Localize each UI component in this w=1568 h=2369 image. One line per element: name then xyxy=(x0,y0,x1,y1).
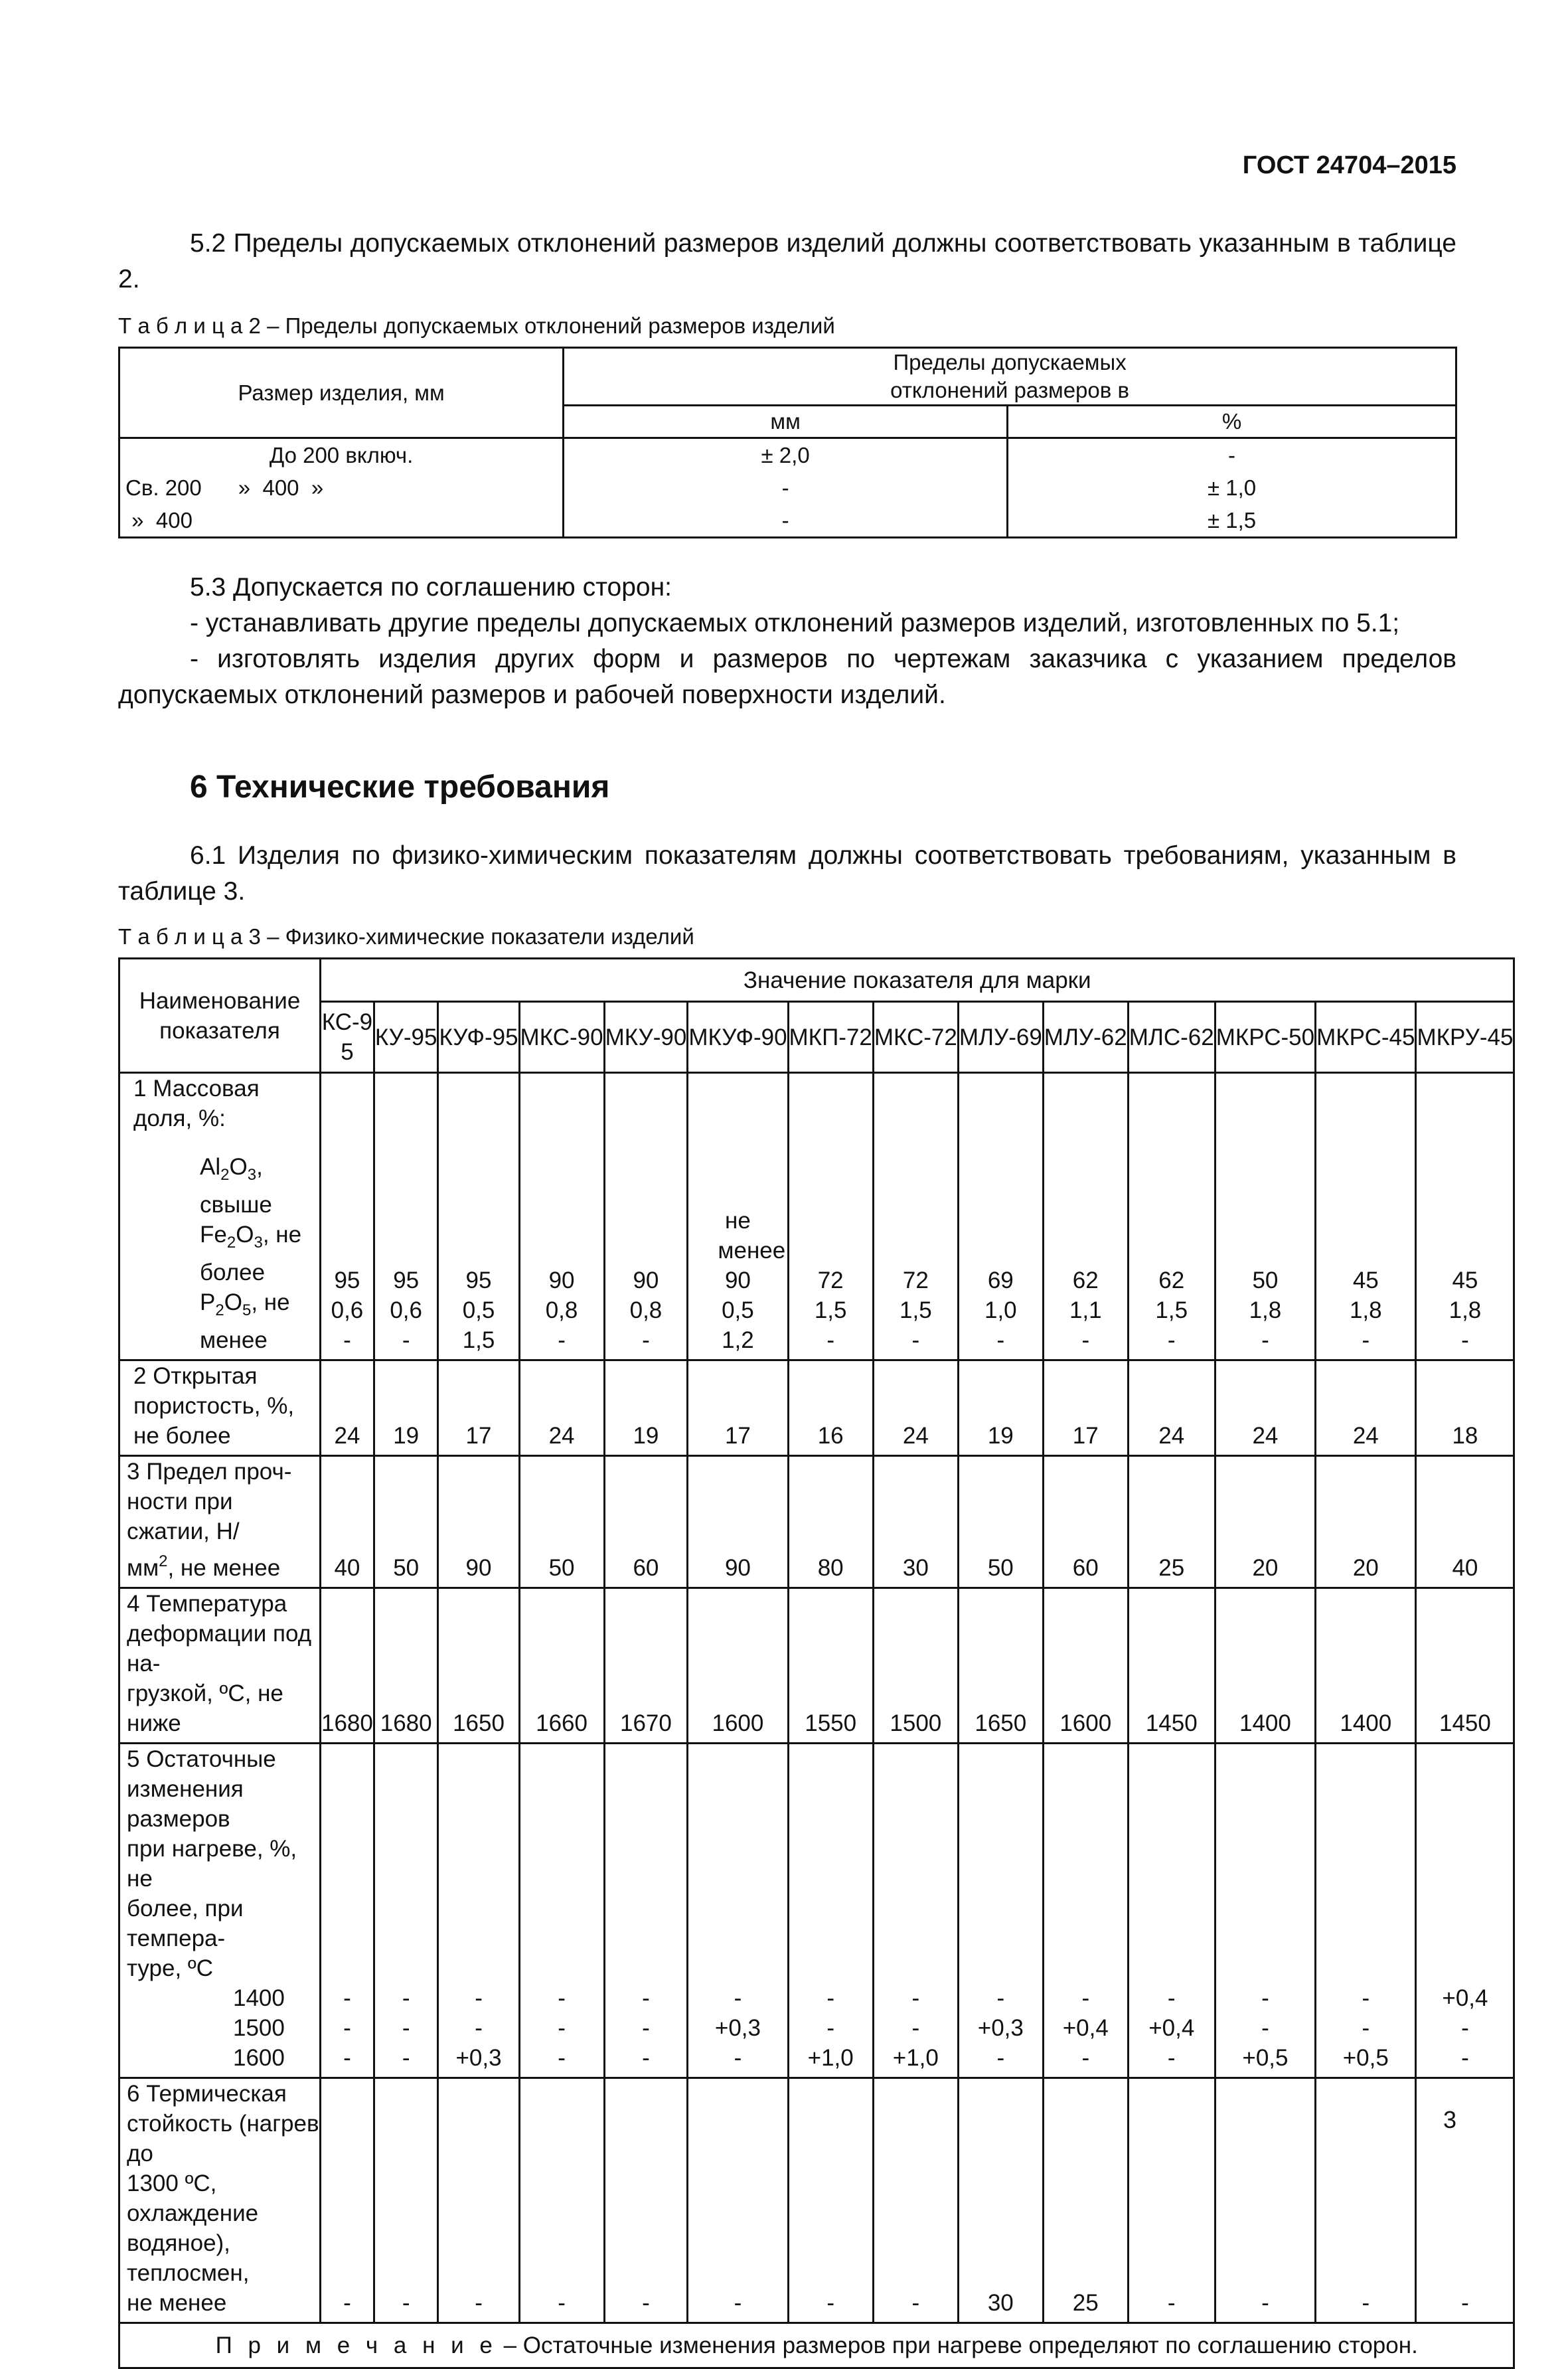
r5-value-cell xyxy=(1043,1744,1128,2078)
r5-v1600: - xyxy=(343,2045,351,2071)
p-value: - xyxy=(1081,1327,1090,1353)
r3-value-cell: 90 xyxy=(688,1456,788,1588)
r3-value-cell: 80 xyxy=(788,1456,873,1588)
r1-value-cell xyxy=(519,1073,604,1360)
col-header-size: Размер изделия, мм xyxy=(119,348,564,438)
al-value: 90 xyxy=(633,1267,659,1293)
p-value: - xyxy=(343,1327,351,1353)
table-2 xyxy=(118,347,1457,538)
r5-v1600: +1,0 xyxy=(807,2045,854,2071)
grade-header: МЛС-62 xyxy=(1128,1002,1215,1073)
table-3 xyxy=(118,957,1515,2369)
r3-value-cell: 50 xyxy=(958,1456,1043,1588)
fe-value: 1,8 xyxy=(1249,1297,1282,1323)
col-header-name xyxy=(119,959,321,1073)
r5-value-cell xyxy=(321,1744,374,2078)
r6-value-cell: - xyxy=(374,2078,438,2323)
r5-v1600: +0,5 xyxy=(1242,2045,1289,2071)
r1-value-cell xyxy=(1215,1073,1315,1360)
grade-header: МКС-90 xyxy=(519,1002,604,1073)
row-3-name xyxy=(119,1456,321,1588)
r5-v1500: - xyxy=(558,2015,566,2041)
row-5-name xyxy=(119,1744,321,2078)
r5-v1400: - xyxy=(343,1985,351,2011)
p53-item1: - устанавливать другие пределы допускаемых отклонений размеров изделий, изготовленных по 5.1; xyxy=(190,609,1400,637)
r6-value-cell: - xyxy=(604,2078,688,2323)
r2-value-cell: 24 xyxy=(519,1360,604,1456)
r5-v1600: +0,5 xyxy=(1342,2045,1389,2071)
r5-v1500: - xyxy=(1261,2015,1269,2041)
r2-value-cell: 24 xyxy=(321,1360,374,1456)
r2-value-cell: 24 xyxy=(1128,1360,1215,1456)
grade-header: МЛУ-62 xyxy=(1043,1002,1128,1073)
p53-item2: - изготовлять изделия других форм и размеров по чертежам заказчика с указанием пределов допускаемых отклонений размеров и рабочей поверхности изделий. xyxy=(118,645,1456,709)
table3-caption xyxy=(118,924,694,949)
fe-value: 1,8 xyxy=(1349,1297,1382,1323)
r2-value-cell: 19 xyxy=(374,1360,438,1456)
table2-caption xyxy=(118,313,835,339)
r6-value-cell: - xyxy=(438,2078,519,2323)
r6-value-cell: 30 xyxy=(958,2078,1043,2323)
r5-v1400: - xyxy=(1081,1985,1090,2011)
al-value: 95 xyxy=(393,1267,420,1293)
row-2-title: 2 Открытая пористость, %, не более xyxy=(133,1363,295,1449)
r5-value-cell xyxy=(1128,1744,1215,2078)
row-4-name xyxy=(119,1588,321,1744)
caption-text: 3 – Физико-химические показатели изделий xyxy=(248,924,694,949)
r5-v1500: - xyxy=(1362,2015,1370,2041)
table-cell: ± 1,5 xyxy=(1008,504,1456,538)
paragraph-6-1: 6.1 Изделия по физико-химическим показателям должны соответствовать требованиям, указанным в таблице 3. xyxy=(118,841,1456,906)
col-header-pct: % xyxy=(1008,406,1456,438)
r1-value-cell xyxy=(958,1073,1043,1360)
p-value: - xyxy=(642,1327,650,1353)
row-5-title: 5 Остаточные изменения размеров при нагреве, %, не более, при темпера- туре, ºС xyxy=(127,1746,297,1981)
fe-value: 1,8 xyxy=(1449,1297,1482,1323)
fe-value: 1,5 xyxy=(1155,1297,1188,1323)
r5-value-cell xyxy=(1316,1744,1416,2078)
r5-v1600: - xyxy=(734,2045,742,2071)
fe-value: 0,5 xyxy=(722,1297,754,1323)
page-number: 3 xyxy=(1443,2106,1456,2133)
note-prefix: П р и м е ч а н и е xyxy=(215,2332,497,2358)
grade-header: МКРС-50 xyxy=(1215,1002,1315,1073)
col-header-value: Значение показателя для марки xyxy=(321,959,1514,1002)
grade-header: МКРУ-45 xyxy=(1416,1002,1514,1073)
al-value: 90 xyxy=(724,1267,751,1293)
row-1-title: 1 Массовая доля, %: xyxy=(133,1076,260,1131)
r5-v1600: - xyxy=(402,2045,410,2071)
al-value: 45 xyxy=(1352,1267,1379,1293)
document-id: ГОСТ 24704–2015 xyxy=(1242,151,1456,179)
r2-value-cell: 24 xyxy=(1316,1360,1416,1456)
r5-value-cell xyxy=(1215,1744,1315,2078)
r5-value-cell xyxy=(1416,1744,1514,2078)
r5-v1400: +0,4 xyxy=(1442,1985,1488,2011)
al-value: 72 xyxy=(817,1267,844,1293)
r5-v1400: - xyxy=(642,1985,650,2011)
fe-value: 0,6 xyxy=(390,1297,422,1323)
grade-header: МКУФ-90 xyxy=(688,1002,788,1073)
table-cell: До 200 включ. xyxy=(119,438,564,472)
r4-value-cell: 1680 xyxy=(321,1588,374,1744)
r5-value-cell xyxy=(873,1744,958,2078)
p-value: - xyxy=(558,1327,566,1353)
row-3-title: 3 Предел проч- ности при сжатии, Н/ $мм^2$, не менее xyxy=(127,1459,292,1581)
grade-header: КУ-95 xyxy=(374,1002,438,1073)
row-2-name xyxy=(119,1360,321,1456)
paragraph-5-2: 5.2 Пределы допускаемых отклонений размеров изделий должны соответствовать указанным в таблице 2. xyxy=(118,229,1456,293)
p-value: - xyxy=(402,1327,410,1353)
r5-value-cell xyxy=(519,1744,604,2078)
r5-v1400: - xyxy=(734,1985,742,2011)
table-cell: » 400 xyxy=(119,504,564,538)
r5-v1400: - xyxy=(475,1985,483,2011)
row-6-name xyxy=(119,2078,321,2323)
r5-v1400: - xyxy=(402,1985,410,2011)
grade-header: КС-95 xyxy=(321,1002,374,1073)
r5-value-cell xyxy=(688,1744,788,2078)
temp-1400-label: 1400 xyxy=(233,1985,285,2011)
r3-value-cell: 50 xyxy=(374,1456,438,1588)
r2-value-cell: 19 xyxy=(958,1360,1043,1456)
r5-value-cell xyxy=(374,1744,438,2078)
grade-header: МКП-72 xyxy=(788,1002,873,1073)
r1-value-cell xyxy=(788,1073,873,1360)
r5-v1400: - xyxy=(558,1985,566,2011)
r5-v1400: - xyxy=(1167,1985,1176,2011)
fe-value: 1,0 xyxy=(984,1297,1017,1323)
r3-value-cell: 20 xyxy=(1316,1456,1416,1588)
fe-value: 1,5 xyxy=(900,1297,932,1323)
r3-value-cell: 30 xyxy=(873,1456,958,1588)
r5-v1400: - xyxy=(911,1985,920,2011)
r5-v1500: - xyxy=(911,2015,920,2041)
p-value: 1,5 xyxy=(462,1327,495,1353)
r5-v1600: +0,3 xyxy=(455,2045,502,2071)
r4-value-cell: 1600 xyxy=(688,1588,788,1744)
fe-value: 0,6 xyxy=(331,1297,364,1323)
table-cell: Св. 200 » 400 » xyxy=(119,471,564,504)
r5-value-cell xyxy=(788,1744,873,2078)
p-value: - xyxy=(911,1327,920,1353)
r2-value-cell: 16 xyxy=(788,1360,873,1456)
r5-v1500: +0,3 xyxy=(714,2015,761,2041)
r5-v1500: - xyxy=(826,2015,834,2041)
r5-v1500: - xyxy=(1461,2015,1469,2041)
al-value: 45 xyxy=(1452,1267,1478,1293)
table-cell: - xyxy=(1008,438,1456,472)
table-cell: - xyxy=(564,471,1008,504)
r5-v1400: - xyxy=(1362,1985,1370,2011)
fe-value: 1,5 xyxy=(814,1297,847,1323)
col-header-mm: мм xyxy=(564,406,1008,438)
r5-value-cell xyxy=(604,1744,688,2078)
r5-v1500: - xyxy=(475,2015,483,2041)
r5-v1600: - xyxy=(558,2045,566,2071)
table-cell: - xyxy=(564,504,1008,538)
col-header-name-text: Наименование показателя xyxy=(139,987,301,1044)
al-value: 95 xyxy=(334,1267,360,1293)
fe2o3-label: $Fe_2O_3$, не более xyxy=(200,1222,302,1285)
r1-value-cell xyxy=(873,1073,958,1360)
r4-value-cell: 1670 xyxy=(604,1588,688,1744)
r4-value-cell: 1450 xyxy=(1416,1588,1514,1744)
r1-value-cell xyxy=(1043,1073,1128,1360)
r5-v1500: - xyxy=(402,2015,410,2041)
table-cell: ± 1,0 xyxy=(1008,471,1456,504)
r5-v1600: - xyxy=(996,2045,1005,2071)
r4-value-cell: 1660 xyxy=(519,1588,604,1744)
r5-value-cell xyxy=(958,1744,1043,2078)
r5-v1600: +1,0 xyxy=(892,2045,939,2071)
row-4-title: 4 Температура деформации под на- грузкой, ºС, не ниже xyxy=(127,1591,312,1736)
fe-value: 0,5 xyxy=(462,1297,495,1323)
r4-value-cell: 1500 xyxy=(873,1588,958,1744)
r6-value-cell: - xyxy=(1215,2078,1315,2323)
p-value: - xyxy=(1167,1327,1176,1353)
grade-header: МКРС-45 xyxy=(1316,1002,1416,1073)
r5-v1400: - xyxy=(996,1985,1005,2011)
al2o3-label: $Al_2O_3$, свыше xyxy=(200,1154,272,1218)
row-6-title: 6 Термическая стойкость (нагрев до 1300 ºС, охлаждение водяное), теплосмен, не менее xyxy=(127,2081,319,2316)
al-value: 50 xyxy=(1252,1267,1279,1293)
r2-value-cell: 17 xyxy=(688,1360,788,1456)
r2-value-cell: 19 xyxy=(604,1360,688,1456)
r2-value-cell: 17 xyxy=(438,1360,519,1456)
r5-v1400: - xyxy=(826,1985,834,2011)
grade-header: МЛУ-69 xyxy=(958,1002,1043,1073)
r6-value-cell: - xyxy=(1128,2078,1215,2323)
r1-value-cell xyxy=(438,1073,519,1360)
r3-value-cell: 25 xyxy=(1128,1456,1215,1588)
al-value: 90 xyxy=(548,1267,575,1293)
r2-value-cell: 17 xyxy=(1043,1360,1128,1456)
grade-header: КУФ-95 xyxy=(438,1002,519,1073)
r6-value-cell: 25 xyxy=(1043,2078,1128,2323)
r1-value-cell xyxy=(374,1073,438,1360)
col-header-limits xyxy=(564,348,1456,406)
r5-v1600: - xyxy=(642,2045,650,2071)
r5-v1600: - xyxy=(1461,2045,1469,2071)
r5-v1600: - xyxy=(1167,2045,1176,2071)
p-value: - xyxy=(1362,1327,1370,1353)
r5-value-cell xyxy=(438,1744,519,2078)
r2-value-cell: 18 xyxy=(1416,1360,1514,1456)
r6-value-cell: - xyxy=(519,2078,604,2323)
r3-value-cell: 60 xyxy=(604,1456,688,1588)
r4-value-cell: 1550 xyxy=(788,1588,873,1744)
r4-value-cell: 1650 xyxy=(958,1588,1043,1744)
r5-v1500: - xyxy=(343,2015,351,2041)
r6-value-cell: - xyxy=(788,2078,873,2323)
p-value: - xyxy=(826,1327,834,1353)
p-value: - xyxy=(1261,1327,1269,1353)
r5-v1600: - xyxy=(1081,2045,1090,2071)
al-value: 62 xyxy=(1072,1267,1099,1293)
fe-value: 1,1 xyxy=(1069,1297,1102,1323)
table-cell: ± 2,0 xyxy=(564,438,1008,472)
r5-v1400: - xyxy=(1261,1985,1269,2011)
r1-value-cell xyxy=(1416,1073,1514,1360)
r3-value-cell: 40 xyxy=(321,1456,374,1588)
al-value: 69 xyxy=(987,1267,1014,1293)
p2o5-label: $P_2O_5$, не менее xyxy=(200,1289,290,1353)
col-header-limits-text: Пределы допускаемых отклонений размеров в xyxy=(890,350,1129,402)
r5-v1500: +0,4 xyxy=(1062,2015,1109,2041)
r2-value-cell: 24 xyxy=(873,1360,958,1456)
r4-value-cell: 1680 xyxy=(374,1588,438,1744)
r3-value-cell: 90 xyxy=(438,1456,519,1588)
p-value: - xyxy=(996,1327,1005,1353)
temp-1500-label: 1500 xyxy=(233,2015,285,2041)
r6-value-cell: - xyxy=(873,2078,958,2323)
r5-v1500: - xyxy=(642,2015,650,2041)
r4-value-cell: 1650 xyxy=(438,1588,519,1744)
caption-prefix: Т а б л и ц а xyxy=(118,924,243,949)
p53-intro: 5.3 Допускается по соглашению сторон: xyxy=(190,573,672,602)
r6-value-cell: - xyxy=(1316,2078,1416,2323)
fe-value: 0,8 xyxy=(629,1297,663,1323)
note-text: – Остаточные изменения размеров при нагреве определяют по соглашению сторон. xyxy=(503,2332,1418,2358)
paragraph-5-3 xyxy=(118,570,1456,713)
r3-value-cell: 40 xyxy=(1416,1456,1514,1588)
r1-value-cell xyxy=(1316,1073,1416,1360)
r4-value-cell: 1400 xyxy=(1215,1588,1315,1744)
r6-value-cell: - xyxy=(321,2078,374,2323)
r3-value-cell: 60 xyxy=(1043,1456,1128,1588)
p-value: - xyxy=(1461,1327,1469,1353)
mkuf-note: не менее xyxy=(718,1208,786,1264)
r3-value-cell: 20 xyxy=(1215,1456,1315,1588)
r5-v1500: +0,3 xyxy=(977,2015,1024,2041)
al-value: 62 xyxy=(1158,1267,1185,1293)
al-value: 72 xyxy=(902,1267,929,1293)
section-6-title: 6 Технические требования xyxy=(190,770,610,805)
r3-value-cell: 50 xyxy=(519,1456,604,1588)
p-value: 1,2 xyxy=(722,1327,754,1353)
caption-text: 2 – Пределы допускаемых отклонений размеров изделий xyxy=(248,313,835,338)
row-1-name xyxy=(119,1073,321,1360)
r6-value-cell: - xyxy=(1416,2078,1514,2323)
r4-value-cell: 1600 xyxy=(1043,1588,1128,1744)
caption-prefix: Т а б л и ц а xyxy=(118,313,243,338)
grade-header: МКУ-90 xyxy=(604,1002,688,1073)
r2-value-cell: 24 xyxy=(1215,1360,1315,1456)
al-value: 95 xyxy=(465,1267,492,1293)
r1-value-cell xyxy=(688,1073,788,1360)
grade-header: МКС-72 xyxy=(873,1002,958,1073)
r6-value-cell: - xyxy=(688,2078,788,2323)
r5-v1500: +0,4 xyxy=(1148,2015,1195,2041)
r4-value-cell: 1400 xyxy=(1316,1588,1416,1744)
temp-1600-label: 1600 xyxy=(233,2045,285,2071)
fe-value: 0,8 xyxy=(545,1297,578,1323)
r1-value-cell xyxy=(1128,1073,1215,1360)
r4-value-cell: 1450 xyxy=(1128,1588,1215,1744)
r1-value-cell xyxy=(321,1073,374,1360)
table-note xyxy=(119,2323,1514,2368)
r1-value-cell xyxy=(604,1073,688,1360)
